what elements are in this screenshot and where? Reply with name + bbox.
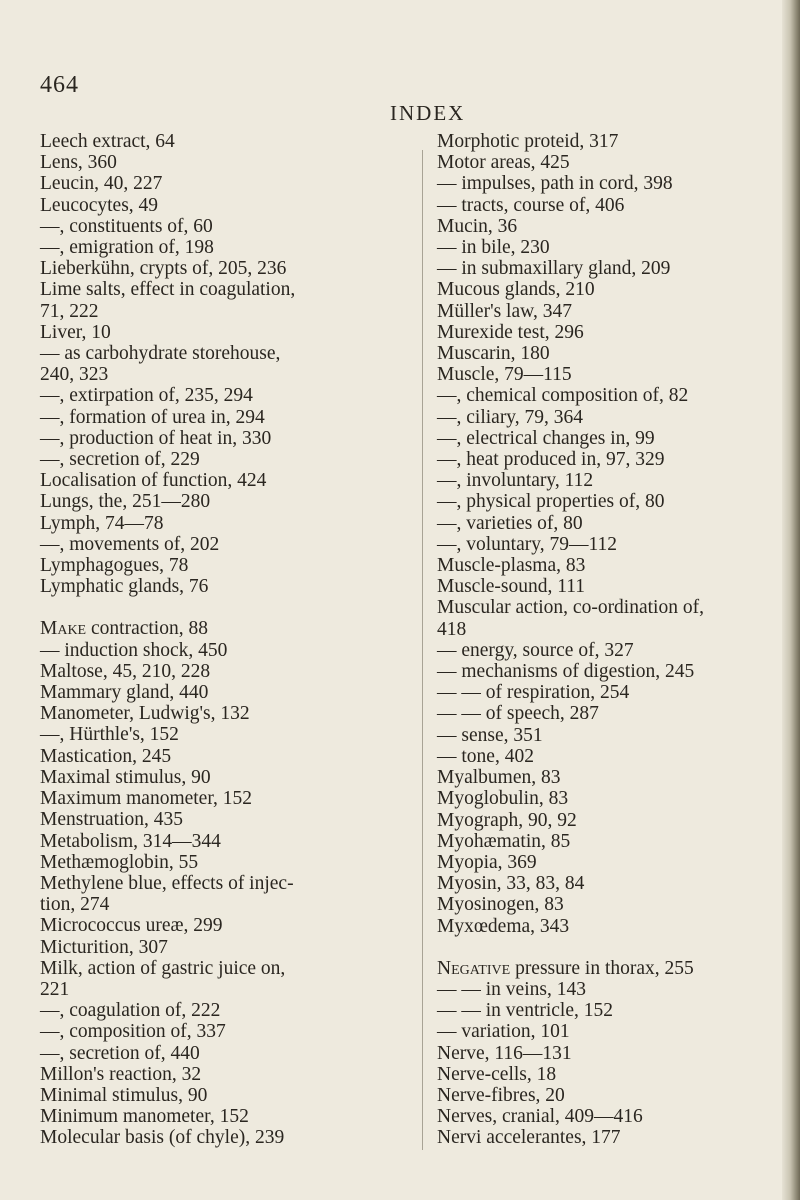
index-entry: — sense, 351 bbox=[437, 724, 543, 746]
index-entry: Myalbumen, 83 bbox=[437, 767, 561, 789]
index-entry: —, Hürthle's, 152 bbox=[40, 724, 179, 746]
index-entry: Mastication, 245 bbox=[40, 745, 172, 767]
index-entry: Müller's law, 347 bbox=[437, 300, 572, 322]
index-entry: —, production of heat in, 330 bbox=[40, 427, 272, 449]
index-entry: —, secretion of, 229 bbox=[40, 449, 200, 471]
index-entry: —, extirpation of, 235, 294 bbox=[40, 385, 253, 407]
index-entry: Lymphatic glands, 76 bbox=[40, 576, 209, 598]
index-entry: Nerve-fibres, 20 bbox=[437, 1084, 565, 1106]
index-entry: —, physical properties of, 80 bbox=[437, 491, 665, 513]
index-entry: — — in veins, 143 bbox=[437, 978, 586, 1000]
index-entry: 240, 323 bbox=[40, 364, 109, 386]
index-entry: Molecular basis (of chyle), 239 bbox=[40, 1127, 285, 1149]
index-entry: Myxœdema, 343 bbox=[437, 915, 570, 937]
index-entry: — — in ventricle, 152 bbox=[437, 1000, 614, 1022]
index-entry: tion, 274 bbox=[40, 894, 110, 916]
index-entry: Mammary gland, 440 bbox=[40, 682, 209, 704]
index-entry: —, movements of, 202 bbox=[40, 533, 220, 555]
index-entry: Nervi accelerantes, 177 bbox=[437, 1127, 621, 1149]
index-entry: —, varieties of, 80 bbox=[437, 512, 583, 534]
index-entry: Leucocytes, 49 bbox=[40, 194, 159, 216]
index-entry: Lens, 360 bbox=[40, 152, 117, 174]
index-entry: Lungs, the, 251—280 bbox=[40, 491, 211, 513]
index-entry: Mucous glands, 210 bbox=[437, 279, 595, 301]
index-entry: Micrococcus ureæ, 299 bbox=[40, 915, 223, 937]
index-entry: Millon's reaction, 32 bbox=[40, 1063, 202, 1085]
page-edge bbox=[782, 0, 800, 1200]
index-entry: Methylene blue, effects of injec- bbox=[40, 872, 294, 894]
index-entry: 71, 222 bbox=[40, 300, 99, 322]
index-entry: Liver, 10 bbox=[40, 321, 111, 343]
index-column-left bbox=[40, 131, 420, 1149]
section-gap bbox=[40, 597, 420, 618]
index-entry: —, formation of urea in, 294 bbox=[40, 406, 265, 428]
index-entry: Make contraction, 88 bbox=[40, 618, 208, 640]
index-entry: — impulses, path in cord, 398 bbox=[437, 173, 673, 195]
index-entry: Mucin, 36 bbox=[437, 215, 518, 237]
index-entry: —, secretion of, 440 bbox=[40, 1042, 200, 1064]
index-entry: — as carbohydrate storehouse, bbox=[40, 343, 281, 365]
index-entry: Myohæmatin, 85 bbox=[437, 830, 571, 852]
index-entry: — variation, 101 bbox=[437, 1021, 570, 1043]
index-entry: —, emigration of, 198 bbox=[40, 237, 214, 259]
index-entry: —, heat produced in, 97, 329 bbox=[437, 449, 665, 471]
section-gap bbox=[437, 937, 782, 958]
page-title: INDEX bbox=[390, 101, 466, 125]
index-entry: —, involuntary, 112 bbox=[437, 470, 594, 492]
index-entry: Lieberkühn, crypts of, 205, 236 bbox=[40, 258, 287, 280]
index-entry: Maximal stimulus, 90 bbox=[40, 766, 211, 788]
index-entry: —, voluntary, 79—112 bbox=[437, 533, 617, 555]
index-entry: — energy, source of, 327 bbox=[437, 639, 634, 661]
index-entry: Muscle-plasma, 83 bbox=[437, 555, 586, 577]
index-entry: Metabolism, 314—344 bbox=[40, 830, 221, 852]
index-entry: —, constituents of, 60 bbox=[40, 215, 213, 237]
index-entry: — — of speech, 287 bbox=[437, 703, 599, 725]
index-entry: Methæmoglobin, 55 bbox=[40, 851, 199, 873]
index-entry: Muscle-sound, 111 bbox=[437, 576, 586, 598]
index-entry: — induction shock, 450 bbox=[40, 639, 228, 661]
index-entry: —, composition of, 337 bbox=[40, 1021, 226, 1043]
index-entry: —, coagulation of, 222 bbox=[40, 1000, 221, 1022]
index-entry: Micturition, 307 bbox=[40, 936, 168, 958]
index-entry: Nerve-cells, 18 bbox=[437, 1063, 557, 1085]
index-entry: Myosinogen, 83 bbox=[437, 894, 564, 916]
index-entry: Murexide test, 296 bbox=[437, 321, 584, 343]
index-entry: Maximum manometer, 152 bbox=[40, 788, 253, 810]
index-entry: — — of respiration, 254 bbox=[437, 682, 630, 704]
index-entry: — mechanisms of digestion, 245 bbox=[437, 661, 695, 683]
index-entry: Leucin, 40, 227 bbox=[40, 173, 163, 195]
index-entry: — in submaxillary gland, 209 bbox=[437, 258, 671, 280]
index-entry: 221 bbox=[40, 978, 70, 1000]
index-entry: Maltose, 45, 210, 228 bbox=[40, 660, 211, 682]
index-entry: — tracts, course of, 406 bbox=[437, 194, 625, 216]
page-number: 464 bbox=[40, 72, 79, 98]
index-entry: Lime salts, effect in coagulation, bbox=[40, 279, 296, 301]
index-entry: —, ciliary, 79, 364 bbox=[437, 406, 584, 428]
index-entry: 418 bbox=[437, 618, 467, 640]
index-entry: Manometer, Ludwig's, 132 bbox=[40, 703, 250, 725]
index-entry: Muscarin, 180 bbox=[437, 343, 550, 365]
index-entry: Localisation of function, 424 bbox=[40, 470, 267, 492]
index-entry: Milk, action of gastric juice on, bbox=[40, 957, 286, 979]
index-entry: Menstruation, 435 bbox=[40, 809, 183, 831]
index-entry: Leech extract, 64 bbox=[40, 131, 175, 152]
index-column-right bbox=[437, 131, 782, 1149]
index-entry: Nerve, 116—131 bbox=[437, 1042, 572, 1064]
index-entry: —, chemical composition of, 82 bbox=[437, 385, 689, 407]
index-entry: Myograph, 90, 92 bbox=[437, 809, 577, 831]
index-entry: Myoglobulin, 83 bbox=[437, 788, 569, 810]
index-entry: Myopia, 369 bbox=[437, 851, 537, 873]
column-divider bbox=[422, 150, 423, 1150]
index-entry: Muscular action, co-ordination of, bbox=[437, 597, 704, 619]
index-entry: Nerves, cranial, 409—416 bbox=[437, 1106, 643, 1128]
index-entry: — in bile, 230 bbox=[437, 237, 550, 259]
index-entry: Minimal stimulus, 90 bbox=[40, 1084, 208, 1106]
index-entry: Minimum manometer, 152 bbox=[40, 1106, 249, 1128]
index-entry: Muscle, 79—115 bbox=[437, 364, 572, 386]
index-entry: Lymph, 74—78 bbox=[40, 512, 164, 534]
index-entry: Negative pressure in thorax, 255 bbox=[437, 957, 694, 979]
index-entry: Motor areas, 425 bbox=[437, 152, 570, 174]
index-entry: —, electrical changes in, 99 bbox=[437, 427, 655, 449]
index-entry: Morphotic proteid, 317 bbox=[437, 131, 619, 152]
index-entry: — tone, 402 bbox=[437, 745, 534, 767]
index-entry: Lymphagogues, 78 bbox=[40, 555, 189, 577]
index-entry: Myosin, 33, 83, 84 bbox=[437, 873, 585, 895]
